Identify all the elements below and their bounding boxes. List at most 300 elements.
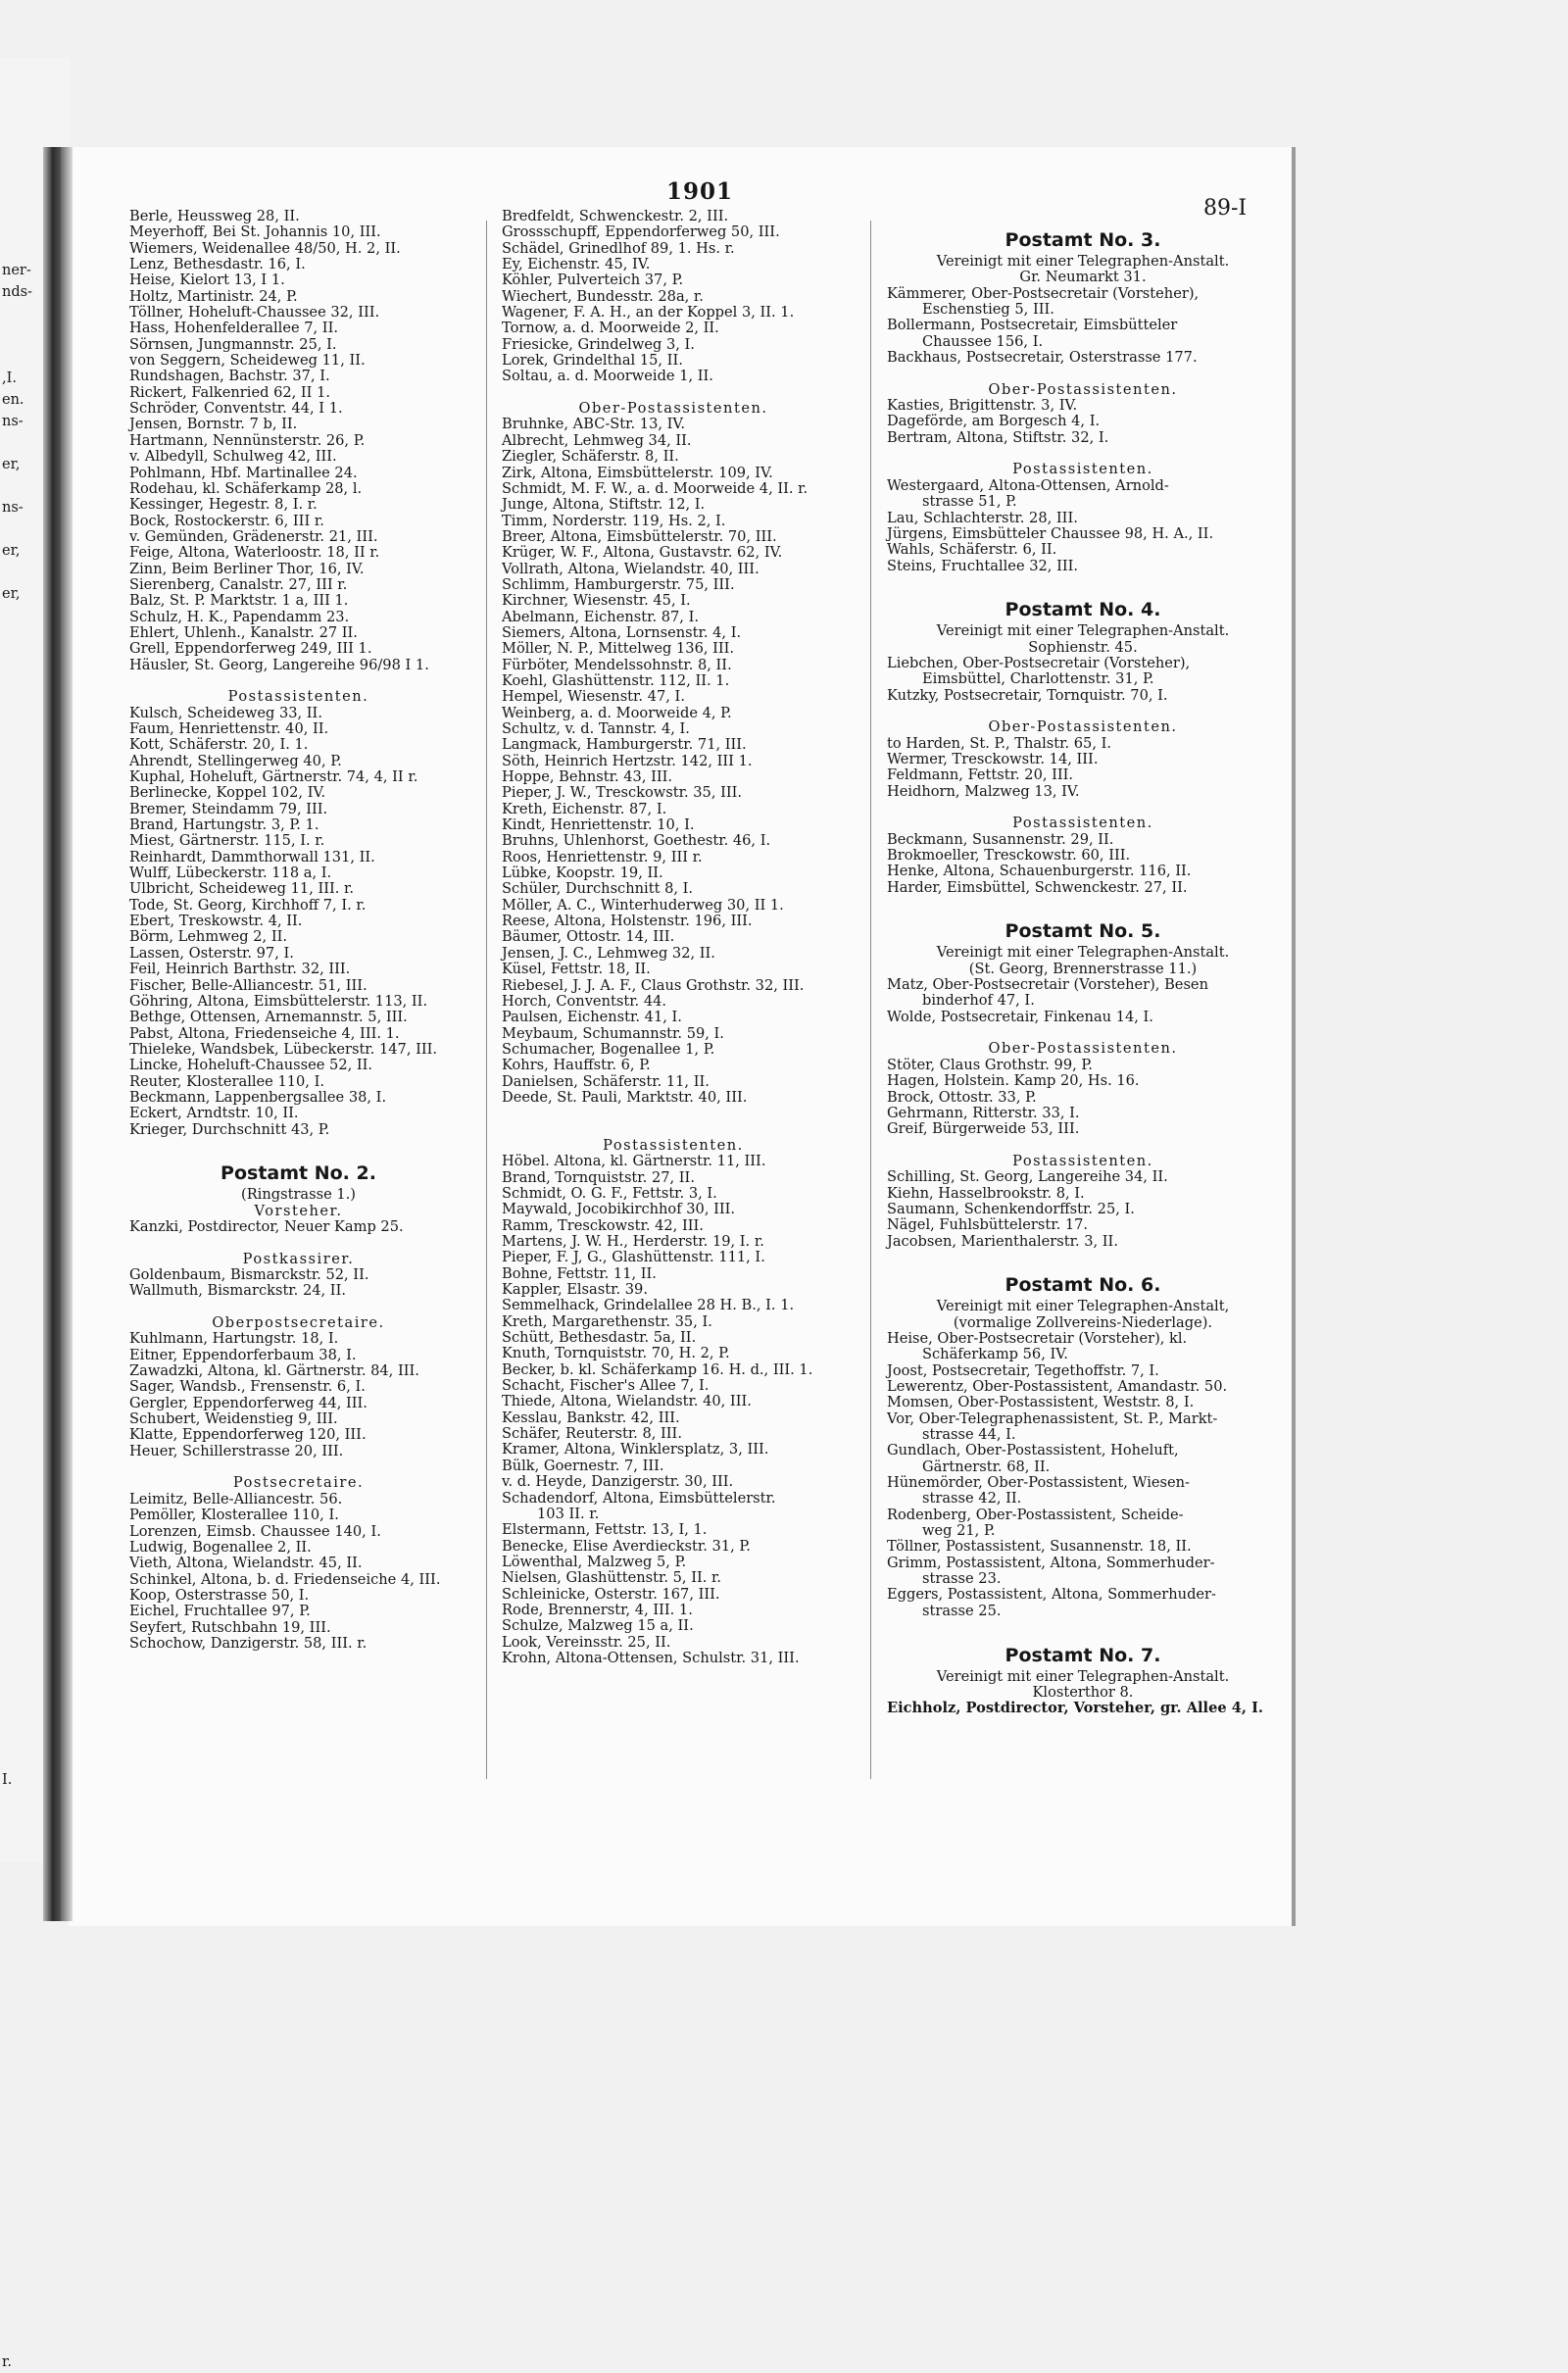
previous-page-fragment	[2, 756, 41, 777]
directory-entry: Seyfert, Rutschbahn 19, III.	[129, 1618, 331, 1636]
directory-entry: Göhring, Altona, Eimsbüttelerstr. 113, II.	[129, 992, 428, 1010]
previous-page-fragment	[2, 2157, 41, 2179]
directory-entry: Tode, St. Georg, Kirchhoff 7, I. r.	[129, 896, 367, 914]
directory-entry: Brand, Tornquiststr. 27, II.	[502, 1168, 695, 1186]
directory-entry: Benecke, Elise Averdieckstr. 31, P.	[502, 1537, 751, 1555]
previous-page-fragment	[2, 1920, 41, 1942]
previous-page-fragment	[2, 1532, 41, 1554]
previous-page-fragment	[2, 1360, 41, 1381]
directory-entry: Pemöller, Klosterallee 110, I.	[129, 1507, 339, 1524]
spacer	[887, 800, 1279, 816]
directory-entry: Ehlert, Uhlenh., Kanalstr. 27 II.	[129, 623, 358, 641]
directory-entry: Meyerhoff, Bei St. Johannis 10, III.	[129, 223, 381, 241]
spacer	[129, 1300, 467, 1315]
directory-entry: Schadendorf, Altona, Eimsbüttelerstr.	[502, 1489, 776, 1507]
previous-page-fragment	[2, 303, 41, 324]
directory-entry: Möller, N. P., Mittelweg 136, III.	[502, 640, 735, 658]
directory-entry: Martens, J. W. H., Herderstr. 19, I. r.	[502, 1233, 764, 1250]
page-number: 89-I	[1203, 196, 1248, 221]
directory-entry: Feldmann, Fettstr. 20, III.	[887, 766, 1074, 784]
previous-page-fragment	[2, 691, 41, 713]
directory-entry: Grossschupff, Eppendorferweg 50, III.	[502, 223, 780, 241]
previous-page-fragment: ,I.	[2, 371, 17, 386]
postamt-heading: Postamt No. 6.	[1004, 1274, 1161, 1297]
previous-page-fragment	[2, 777, 41, 799]
previous-page-fragment	[2, 1791, 41, 1812]
directory-entry: Vor, Ober-Telegraphenassistent, St. P., Markt-	[887, 1409, 1218, 1427]
postamt-info: (Ringstrasse 1.)	[241, 1186, 356, 1204]
directory-entry: Faum, Henriettenstr. 40, II.	[129, 720, 329, 737]
directory-entry: Schumacher, Bogenallee 1, P.	[502, 1040, 715, 1058]
directory-entry: Zawadzki, Altona, kl. Gärtnerstr. 84, III.	[129, 1362, 419, 1380]
postamt-heading: Postamt No. 7.	[1004, 1644, 1161, 1666]
previous-page-fragment: er,	[2, 457, 21, 472]
section-heading: Postkassirer.	[242, 1250, 355, 1267]
directory-entry: Knuth, Tornquiststr. 70, H. 2, P.	[502, 1345, 730, 1362]
previous-page-fragment	[2, 1554, 41, 1575]
previous-page-fragment	[2, 1985, 41, 2006]
previous-page-fragment	[2, 1079, 41, 1101]
section-heading: Postassistenten.	[1012, 1152, 1153, 1169]
directory-entry: Söth, Heinrich Hertzstr. 142, III 1.	[502, 752, 753, 769]
previous-page-fragment	[2, 820, 41, 842]
previous-page-fragment	[2, 1726, 41, 1748]
directory-entry: Lincke, Hoheluft-Chaussee 52, II.	[129, 1057, 373, 1074]
spacer	[887, 1138, 1279, 1154]
directory-entry: Kulsch, Scheideweg 33, II.	[129, 704, 322, 721]
previous-page-fragment	[2, 1316, 41, 1338]
directory-entry: Eggers, Postassistent, Altona, Sommerhuder-	[887, 1586, 1216, 1604]
directory-entry: Miest, Gärtnerstr. 115, I. r.	[129, 832, 325, 850]
directory-entry: Sörnsen, Jungmannstr. 25, I.	[129, 335, 337, 353]
previous-page-fragment	[2, 2050, 41, 2071]
directory-entry: Grell, Eppendorferweg 249, III 1.	[129, 640, 372, 658]
directory-entry: Siemers, Altona, Lornsenstr. 4, I.	[502, 623, 742, 641]
spacer	[129, 673, 467, 689]
spacer	[887, 1250, 1279, 1265]
directory-entry: Wiemers, Weidenallee 48/50, H. 2, II.	[129, 239, 401, 257]
spacer	[129, 1459, 467, 1475]
spacer	[887, 1025, 1279, 1041]
previous-page-fragment	[2, 1252, 41, 1273]
page-year: 1901	[666, 178, 734, 205]
previous-page-fragment: ns-	[2, 414, 24, 429]
previous-page-fragment	[2, 2330, 41, 2351]
section-heading: Oberpostsecretaire.	[212, 1314, 385, 1332]
entry-continuation: Chaussee 156, I.	[922, 332, 1044, 350]
entry-continuation: 103 II. r.	[537, 1505, 600, 1522]
directory-entry: Kappler, Elsastr. 39.	[502, 1281, 648, 1299]
directory-entry: Heuer, Schillerstrasse 20, III.	[129, 1442, 344, 1459]
directory-entry: Westergaard, Altona-Ottensen, Arnold-	[887, 476, 1169, 494]
directory-entry: Breer, Altona, Eimsbüttelerstr. 70, III.	[502, 527, 777, 545]
column-right	[887, 221, 1279, 1717]
directory-entry: Zinn, Beim Berliner Thor, 16, IV.	[129, 560, 365, 577]
directory-entry: Leimitz, Belle-Alliancestr. 56.	[129, 1490, 343, 1508]
previous-page-fragment	[2, 1403, 41, 1424]
previous-page-fragment	[2, 1855, 41, 1877]
directory-entry: Bruhnke, ABC-Str. 13, IV.	[502, 416, 686, 433]
column-rule	[486, 221, 487, 1779]
directory-entry: Sierenberg, Canalstr. 27, III r.	[129, 575, 348, 593]
previous-page-fragment	[2, 950, 41, 971]
previous-page-fragment	[2, 1209, 41, 1230]
directory-entry: Momsen, Ober-Postassistent, Weststr. 8, I.	[887, 1394, 1195, 1411]
directory-entry: Berle, Heussweg 28, II.	[129, 208, 300, 224]
directory-entry: Koehl, Glashüttenstr. 112, II. 1.	[502, 671, 730, 689]
directory-entry: Schulze, Malzweg 15 a, II.	[502, 1617, 694, 1635]
directory-entry: Krohn, Altona-Ottensen, Schulstr. 31, III.	[502, 1649, 800, 1666]
previous-page-fragment	[2, 1165, 41, 1187]
previous-page-fragment	[2, 1424, 41, 1446]
directory-entry: Lewerentz, Ober-Postassistent, Amandastr. 50.	[887, 1378, 1228, 1395]
directory-entry: Kesslau, Bankstr. 42, III.	[502, 1409, 680, 1426]
directory-entry: Krieger, Durchschnitt 43, P.	[129, 1120, 330, 1138]
entry-continuation: strasse 42, II.	[922, 1490, 1022, 1508]
directory-entry: Kreth, Margarethenstr. 35, I.	[502, 1312, 712, 1330]
directory-entry: Jensen, J. C., Lehmweg 32, II.	[502, 944, 715, 962]
directory-entry: Langmack, Hamburgerstr. 71, III.	[502, 736, 747, 754]
previous-page-fragment	[2, 1661, 41, 1683]
postamt-info: Sophienstr. 45.	[1028, 638, 1138, 656]
directory-entry: Ebert, Treskowstr. 4, II.	[129, 913, 303, 930]
directory-entry: Hass, Hohenfelderallee 7, II.	[129, 320, 338, 337]
spacer	[129, 1138, 467, 1154]
previous-page-fragment	[2, 669, 41, 691]
entry-continuation: weg 21, P.	[922, 1522, 996, 1540]
directory-entry: Lassen, Osterstr. 97, I.	[129, 944, 294, 962]
directory-entry: Kuphal, Hoheluft, Gärtnerstr. 74, 4, II r.	[129, 768, 418, 786]
previous-page-fragment	[2, 1295, 41, 1316]
directory-entry: Hartmann, Nennünsterstr. 26, P.	[129, 431, 366, 449]
directory-entry: Brokmoeller, Tresckowstr. 60, III.	[887, 847, 1131, 865]
section-heading: Postsecretaire.	[232, 1474, 365, 1492]
directory-entry: Schultz, v. d. Tannstr. 4, I.	[502, 720, 690, 737]
directory-entry: Börm, Lehmweg 2, II.	[129, 928, 288, 946]
directory-entry: Roos, Henriettenstr. 9, III r.	[502, 848, 703, 865]
directory-entry: Balz, St. P. Marktstr. 1 a, III 1.	[129, 592, 349, 610]
section-heading: Ober-Postassistenten.	[988, 1040, 1178, 1058]
previous-page-fragment	[2, 2093, 41, 2114]
directory-entry: Maywald, Jocobikirchhof 30, III.	[502, 1201, 736, 1218]
directory-entry: Nielsen, Glashüttenstr. 5, II. r.	[502, 1569, 722, 1587]
directory-entry: Liebchen, Ober-Postsecretair (Vorsteher),	[887, 654, 1191, 671]
previous-page-fragment	[2, 1467, 41, 1489]
directory-entry: Kämmerer, Ober-Postsecretair (Vorsteher),	[887, 284, 1200, 302]
directory-entry: Ey, Eichenstr. 45, IV.	[502, 256, 651, 273]
directory-entry: to Harden, St. P., Thalstr. 65, I.	[887, 734, 1112, 752]
directory-entry: Lorenzen, Eimsb. Chaussee 140, I.	[129, 1522, 381, 1540]
previous-page-fragment	[2, 2200, 41, 2222]
directory-entry: Heise, Ober-Postsecretair (Vorsteher), kl.	[887, 1329, 1188, 1347]
previous-page-fragment	[2, 734, 41, 756]
spacer	[129, 1235, 467, 1251]
previous-page-fragment	[2, 605, 41, 626]
previous-page-fragment	[2, 346, 41, 368]
previous-page-fragment	[2, 1597, 41, 1618]
entry-continuation: binderhof 47, I.	[922, 992, 1035, 1010]
directory-entry: Pabst, Altona, Friedenseiche 4, III. 1.	[129, 1024, 400, 1042]
directory-entry: Jürgens, Eimsbütteler Chaussee 98, H. A., II.	[887, 524, 1214, 542]
previous-page-fragment	[2, 928, 41, 950]
postamt-info: (St. Georg, Brennerstrasse 11.)	[968, 960, 1198, 977]
directory-entry: v. d. Heyde, Danzigerstr. 30, III.	[502, 1473, 734, 1491]
directory-entry: Wallmuth, Bismarckstr. 24, II.	[129, 1282, 346, 1300]
previous-page-fragment	[2, 1748, 41, 1769]
directory-entry: Saumann, Schenkendorffstr. 25, I.	[887, 1200, 1135, 1217]
directory-entry: Kramer, Altona, Winklersplatz, 3, III.	[502, 1441, 769, 1458]
directory-entry: Ahrendt, Stellingerweg 40, P.	[129, 752, 342, 769]
directory-entry: Gehrmann, Ritterstr. 33, I.	[887, 1104, 1080, 1121]
directory-entry: Hünemörder, Ober-Postassistent, Wiesen-	[887, 1474, 1190, 1492]
directory-entry: Lenz, Bethesdastr. 16, I.	[129, 256, 306, 273]
directory-entry: Berlinecke, Koppel 102, IV.	[129, 784, 326, 802]
previous-page-fragment	[2, 432, 41, 454]
spacer	[887, 896, 1279, 912]
directory-entry: Häusler, St. Georg, Langereihe 96/98 I 1.	[129, 656, 429, 673]
previous-page-fragment: er,	[2, 586, 21, 602]
directory-entry: Schlimm, Hamburgerstr. 75, III.	[502, 575, 735, 593]
previous-page-fragment	[2, 1899, 41, 1920]
directory-entry: Wulff, Lübeckerstr. 118 a, I.	[129, 865, 332, 882]
directory-entry: Bremer, Steindamm 79, III.	[129, 800, 328, 817]
directory-entry: Rodenberg, Ober-Postassistent, Scheide-	[887, 1506, 1184, 1523]
directory-entry: Rickert, Falkenried 62, II 1.	[129, 383, 331, 401]
section-heading: Ober-Postassistenten.	[988, 718, 1178, 736]
directory-entry: Horch, Conventstr. 44.	[502, 992, 667, 1010]
directory-entry: Wagener, F. A. H., an der Koppel 3, II. 1.	[502, 304, 795, 321]
directory-entry: Bäumer, Ottostr. 14, III.	[502, 928, 675, 946]
previous-page-fragment	[2, 2071, 41, 2093]
directory-entry: Soltau, a. d. Moorweide 1, II.	[502, 368, 713, 385]
directory-entry: Greif, Bürgerweide 53, III.	[887, 1120, 1080, 1138]
previous-page-fragment	[2, 713, 41, 734]
spacer	[887, 366, 1279, 381]
directory-entry: Schüler, Durchschnitt 8, I.	[502, 880, 694, 898]
section-heading: Ober-Postassistenten.	[578, 400, 768, 418]
previous-page-fragment	[2, 799, 41, 820]
directory-entry: Bollermann, Postsecretair, Eimsbütteler	[887, 317, 1178, 334]
directory-entry: Rodehau, kl. Schäferkamp 28, l.	[129, 479, 363, 497]
directory-entry: Bethge, Ottensen, Arnemannstr. 5, III.	[129, 1009, 408, 1026]
directory-entry: Kohrs, Hauffstr. 6, P.	[502, 1057, 651, 1074]
directory-entry: Eckert, Arndtstr. 10, II.	[129, 1105, 299, 1122]
directory-entry: Schmidt, M. F. W., a. d. Moorweide 4, II. r.	[502, 479, 808, 497]
directory-entry: Joost, Postsecretair, Tegethoffstr. 7, I.	[887, 1361, 1159, 1379]
entry-continuation: strasse 23.	[922, 1570, 1002, 1588]
postamt-info: Vereinigt mit einer Telegraphen-Anstalt.	[936, 1667, 1230, 1685]
postamt-heading: Postamt No. 4.	[1004, 599, 1161, 621]
section-heading: Vorsteher.	[254, 1202, 343, 1219]
directory-entry: Töllner, Hoheluft-Chaussee 32, III.	[129, 304, 380, 321]
previous-page-fragment	[2, 1877, 41, 1899]
postamt-heading: Postamt No. 2.	[220, 1162, 376, 1185]
previous-page-fragment	[2, 1122, 41, 1144]
previous-page-fragment	[2, 2308, 41, 2330]
directory-entry: Pieper, J. W., Tresckowstr. 35, III.	[502, 784, 743, 802]
column-rule	[870, 221, 871, 1779]
directory-entry: Thiede, Altona, Wielandstr. 40, III.	[502, 1393, 752, 1410]
directory-entry: Pieper, F. J, G., Glashüttenstr. 111, I.	[502, 1249, 765, 1266]
page-shadow	[61, 147, 73, 1921]
directory-entry: Schäfer, Reuterstr. 8, III.	[502, 1425, 682, 1443]
directory-entry: Wiechert, Bundesstr. 28a, r.	[502, 287, 704, 305]
previous-page-text	[2, 260, 41, 2373]
directory-entry: Tornow, a. d. Moorweide 2, II.	[502, 320, 719, 337]
book-gutter	[43, 147, 61, 1921]
spacer	[502, 1106, 845, 1121]
directory-entry: Schilling, St. Georg, Langereihe 34, II.	[887, 1168, 1168, 1186]
column-middle	[502, 209, 845, 1666]
directory-entry: Riebesel, J. J. A. F., Claus Grothstr. 32, III.	[502, 976, 805, 994]
directory-entry: Schütt, Bethesdastr. 5a, II.	[502, 1329, 697, 1347]
directory-entry: Feige, Altona, Waterloostr. 18, II r.	[129, 544, 380, 562]
directory-entry: Eichholz, Postdirector, Vorsteher, gr. Allee 4, I.	[887, 1700, 1263, 1717]
directory-entry: Köhler, Pulverteich 37, P.	[502, 272, 684, 289]
postamt-info: Vereinigt mit einer Telegraphen-Anstalt.	[936, 944, 1230, 962]
directory-entry: Bertram, Altona, Stiftstr. 32, I.	[887, 428, 1109, 446]
previous-page-fragment	[2, 1230, 41, 1252]
directory-entry: Hagen, Holstein. Kamp 20, Hs. 16.	[887, 1072, 1140, 1090]
previous-page-fragment	[2, 2179, 41, 2200]
previous-page-fragment	[2, 2287, 41, 2308]
spacer	[887, 1619, 1279, 1635]
directory-entry: Steins, Fruchtallee 32, III.	[887, 557, 1078, 574]
directory-entry: Sager, Wandsb., Frensenstr. 6, I.	[129, 1378, 366, 1396]
directory-entry: Junge, Altona, Stiftstr. 12, I.	[502, 496, 706, 514]
directory-entry: Höbel. Altona, kl. Gärtnerstr. 11, III.	[502, 1153, 766, 1170]
previous-page-fragment	[2, 1812, 41, 1834]
directory-entry: Kuhlmann, Hartungstr. 18, I.	[129, 1330, 339, 1348]
directory-entry: Kanzki, Postdirector, Neuer Kamp 25.	[129, 1217, 404, 1235]
previous-page-fragment	[2, 971, 41, 993]
postamt-info: Vereinigt mit einer Telegraphen-Anstalt.	[936, 253, 1230, 270]
previous-page-fragment	[2, 2222, 41, 2244]
directory-entry: Klatte, Eppendorferweg 120, III.	[129, 1426, 367, 1444]
directory-entry: Kiehn, Hasselbrookstr. 8, I.	[887, 1184, 1085, 1202]
directory-entry: Fischer, Belle-Alliancestr. 51, III.	[129, 976, 368, 994]
section-heading: Ober-Postassistenten.	[988, 380, 1178, 398]
directory-entry: Schubert, Weidenstieg 9, III.	[129, 1410, 338, 1428]
directory-entry: Lübke, Koopstr. 19, II.	[502, 865, 663, 882]
directory-entry: Heise, Kielort 13, I 1.	[129, 272, 285, 289]
section-heading: Postassistenten.	[1012, 815, 1153, 832]
previous-page-fragment	[2, 1834, 41, 1855]
previous-page-fragment	[2, 2244, 41, 2265]
directory-entry: Dageförde, am Borgesch 4, I.	[887, 413, 1101, 430]
directory-entry: Küsel, Fettstr. 18, II.	[502, 961, 651, 978]
directory-entry: Timm, Norderstr. 119, Hs. 2, I.	[502, 512, 726, 529]
directory-entry: von Seggern, Scheideweg 11, II.	[129, 352, 366, 370]
directory-entry: Danielsen, Schäferstr. 11, II.	[502, 1072, 710, 1090]
directory-entry: Bülk, Goernestr. 7, III.	[502, 1457, 664, 1474]
directory-entry: Feil, Heinrich Barthstr. 32, III.	[129, 961, 351, 978]
directory-entry: Möller, A. C., Winterhuderweg 30, II 1.	[502, 896, 784, 914]
directory-entry: Gundlach, Ober-Postassistent, Hoheluft,	[887, 1442, 1179, 1459]
directory-entry: Eitner, Eppendorferbaum 38, I.	[129, 1346, 357, 1363]
directory-entry: Beckmann, Lappenbergsallee 38, I.	[129, 1088, 387, 1106]
directory-entry: Paulsen, Eichenstr. 41, I.	[502, 1009, 682, 1026]
directory-entry: Kindt, Henriettenstr. 10, I.	[502, 816, 695, 834]
entry-continuation: strasse 51, P.	[922, 493, 1017, 511]
directory-entry: Look, Vereinsstr. 25, II.	[502, 1633, 671, 1651]
previous-page-fragment: ns-	[2, 500, 24, 516]
spacer	[502, 385, 845, 401]
directory-entry: Jacobsen, Marienthalerstr. 3, II.	[887, 1232, 1118, 1250]
entry-continuation: strasse 44, I.	[922, 1426, 1016, 1444]
directory-entry: Wermer, Tresckowstr. 14, III.	[887, 750, 1099, 767]
directory-entry: Schacht, Fischer's Allee 7, I.	[502, 1377, 710, 1395]
previous-page-fragment	[2, 626, 41, 648]
directory-entry: Kott, Schäferstr. 20, I. 1.	[129, 736, 309, 754]
directory-entry: Kasties, Brigittenstr. 3, IV.	[887, 397, 1078, 415]
spacer	[887, 704, 1279, 719]
previous-page-fragment: I.	[2, 1772, 13, 1788]
directory-entry: Schädel, Grinedlhof 89, 1. Hs. r.	[502, 239, 735, 257]
directory-entry: Gergler, Eppendorferweg 44, III.	[129, 1394, 368, 1411]
directory-entry: Schulz, H. K., Papendamm 23.	[129, 608, 350, 625]
directory-entry: Koop, Osterstrasse 50, I.	[129, 1586, 310, 1604]
directory-entry: Fürböter, Mendelssohnstr. 8, II.	[502, 656, 732, 673]
spacer	[502, 1122, 845, 1138]
directory-entry: Löwenthal, Malzweg 5, P.	[502, 1553, 687, 1570]
directory-entry: v. Albedyll, Schulweg 42, III.	[129, 448, 337, 466]
previous-page-fragment	[2, 1144, 41, 1165]
section-heading: Postassistenten.	[603, 1136, 744, 1154]
previous-page-fragment	[2, 1036, 41, 1058]
previous-page-fragment	[2, 2114, 41, 2136]
directory-entry: Jensen, Bornstr. 7 b, II.	[129, 416, 298, 433]
directory-entry: Friesicke, Grindelweg 3, I.	[502, 335, 695, 353]
previous-page-fragment	[2, 1963, 41, 1985]
postamt-info: Vereinigt mit einer Telegraphen-Anstalt.	[936, 622, 1230, 640]
directory-entry: Vieth, Altona, Wielandstr. 45, II.	[129, 1555, 363, 1572]
directory-entry: Pohlmann, Hbf. Martinallee 24.	[129, 464, 358, 481]
previous-page-fragment	[2, 1640, 41, 1661]
previous-page-fragment	[2, 907, 41, 928]
directory-entry: Ziegler, Schäferstr. 8, II.	[502, 448, 679, 466]
previous-page-fragment	[2, 1575, 41, 1597]
previous-page-fragment	[2, 1101, 41, 1122]
postamt-heading: Postamt No. 3.	[1004, 229, 1161, 251]
directory-entry: Semmelhack, Grindelallee 28 H. B., I. 1.	[502, 1297, 795, 1314]
previous-page-fragment	[2, 648, 41, 669]
previous-page-fragment: er,	[2, 543, 21, 559]
directory-entry: Kirchner, Wiesenstr. 45, I.	[502, 592, 691, 610]
directory-entry: Deede, St. Pauli, Marktstr. 40, III.	[502, 1088, 748, 1106]
directory-entry: Henke, Altona, Schauenburgerstr. 116, II.	[887, 863, 1192, 880]
directory-entry: Schinkel, Altona, b. d. Friedenseiche 4, III.	[129, 1570, 441, 1588]
directory-entry: Hoppe, Behnstr. 43, III.	[502, 768, 673, 786]
previous-page-fragment: ner-	[2, 263, 31, 278]
previous-page-fragment	[2, 324, 41, 346]
previous-page-fragment	[2, 993, 41, 1014]
directory-entry: Reinhardt, Dammthorwall 131, II.	[129, 848, 375, 865]
spacer	[887, 574, 1279, 590]
directory-entry: Rundshagen, Bachstr. 37, I.	[129, 368, 330, 385]
previous-page-fragment	[2, 1489, 41, 1510]
directory-entry: Kutzky, Postsecretair, Tornquistr. 70, I.	[887, 686, 1168, 704]
directory-entry: Elstermann, Fettstr. 13, I, 1.	[502, 1521, 708, 1539]
previous-page-fragment	[2, 562, 41, 583]
directory-entry: Heidhorn, Malzweg 13, IV.	[887, 782, 1080, 800]
directory-entry: Brock, Ottostr. 33, P.	[887, 1088, 1037, 1106]
directory-entry: Bock, Rostockerstr. 6, III r.	[129, 512, 324, 529]
previous-page-fragment	[2, 1338, 41, 1360]
postamt-info: Vereinigt mit einer Telegraphen-Anstalt,	[936, 1298, 1230, 1315]
previous-page-fragment	[2, 864, 41, 885]
previous-page-fragment	[2, 1014, 41, 1036]
